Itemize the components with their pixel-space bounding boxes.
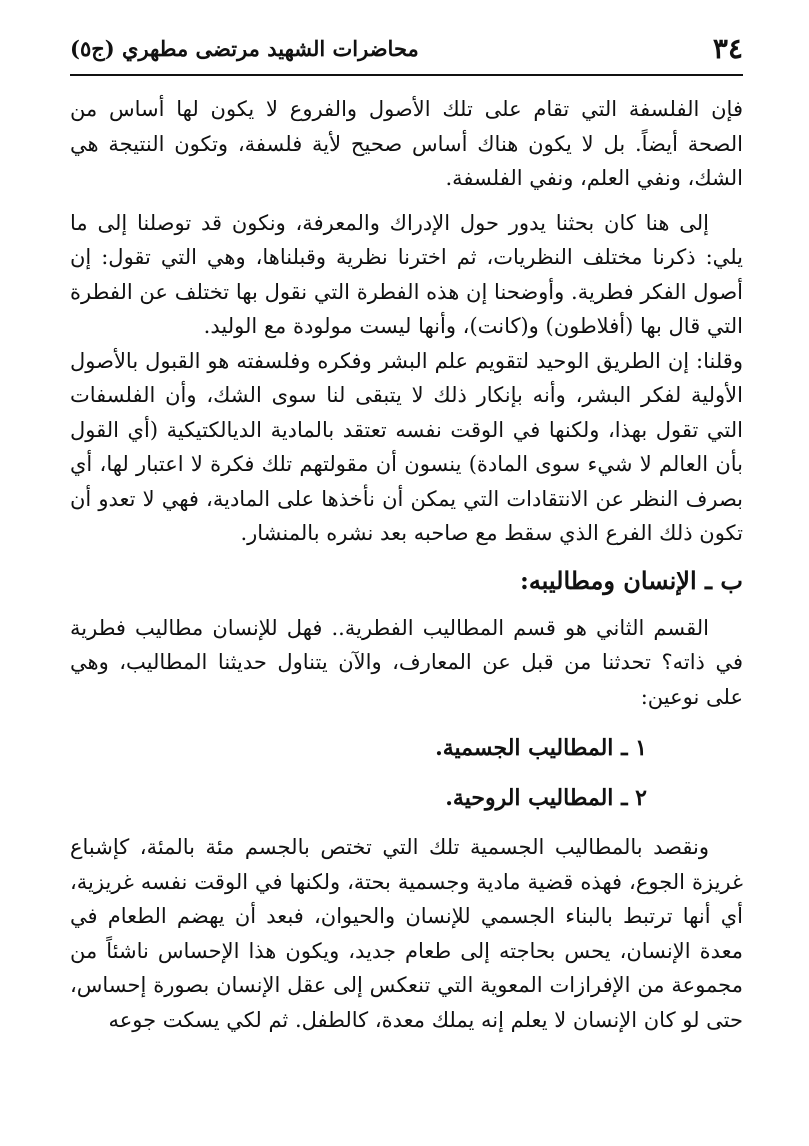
paragraph-2: إلى هنا كان بحثنا يدور حول الإدراك والمعرفة، ونكون قد توصلنا إلى ما يلي: ذكرنا مختلف النظريات، ثم اخترنا نظرية وقبلناها، وهي التي تقول: إن أصول الفكر فطرية. وأوضحنا إن هذه الفطرة التي نقول بها تختلف عن الفطرة التي قال بها (أفلاطون) و(كانت)، وأنها ليست مولودة مع الوليد.: [70, 210, 743, 338]
paragraph-1: فإن الفلسفة التي تقام على تلك الأصول والفروع لا يكون لها أساس من الصحة أيضاً. بل لا يكون هناك أساس صحيح لأية فلسفة، وتكون النتيجة هي الشك، ونفي العلم، ونفي الفلسفة.: [70, 97, 743, 190]
page-body: [70, 92, 743, 1047]
paragraph-3: وقلنا: إن الطريق الوحيد لتقويم علم البشر وفكره وفلسفته هو القبول بالأصول الأولية لفكر البشر، وأنه بإنكار ذلك لا يتبقى لنا سوى الشك، وأن الفلسفات التي تقول بهذا، ولكنها في الوقت نفسه تعتقد بالمادية الديالكتيكية (أي القول بأن العالم لا شيء سوى المادة) ينسون أن مقولتهم تلك فكرة لا اعتبار لها، أي بصرف النظر عن الانتقادات التي يمكن أن نأخذها على المادية، فهي لا تعدو أن تكون ذلك الفرع الذي سقط مع صاحبه بعد نشره بالمنشار.: [70, 348, 743, 545]
list-item-physical: ١ ـ المطاليب الجسمية.: [435, 735, 647, 761]
page-number: ٣٤: [712, 31, 743, 65]
list-item-spiritual: ٢ ـ المطاليب الروحية.: [445, 785, 647, 811]
running-title: محاضرات الشهيد مرتضى مطهري (ج٥): [70, 35, 419, 61]
page-header: [70, 22, 743, 76]
paragraph-4: القسم الثاني هو قسم المطاليب الفطرية.. فهل للإنسان مطاليب فطرية في ذاته؟ تحدثنا من قبل عن المعارف، والآن يتناول حديثنا المطاليب، وهي على نوعين:: [70, 615, 743, 709]
section-heading: ب ـ الإنسان ومطاليبه:: [519, 565, 743, 595]
paragraph-5: ونقصد بالمطاليب الجسمية تلك التي تختص بالجسم مئة بالمئة، كإشباع غريزة الجوع، فهذه قضية مادية وجسمية بحتة، ولكنها في الوقت نفسه غريزية، أي أنها ترتبط بالبناء الجسمي للإنسان والحيوان، فبعد أن يهضم الطعام في معدة الإنسان، يحس بحاجته إلى طعام جديد، ويكون هذا الإحساس ناشئاً من مجموعة من الإفرازات المعوية التي تنعكس إلى عقل الإنسان بصورة إحساس، حتى لو كان الإنسان لا يعلم إنه يملك معدة، كالطفل. ثم لكي يسكت جوعه: [70, 835, 743, 1032]
